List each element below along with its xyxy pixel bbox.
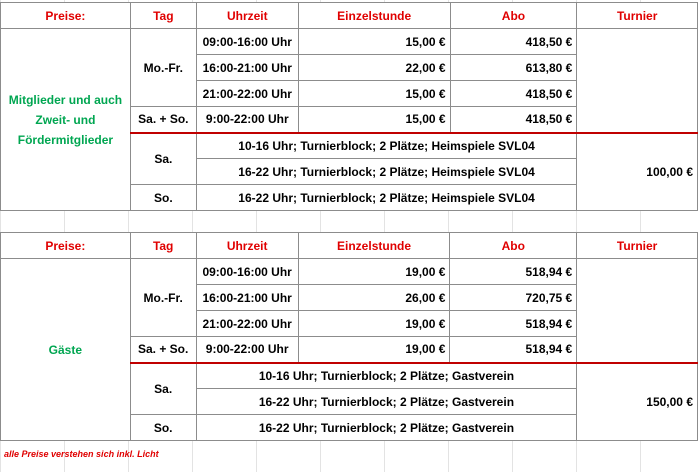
abo-price-cell: 418,50 € bbox=[450, 29, 577, 55]
day-label-sunday: So. bbox=[130, 185, 196, 211]
day-label-weekend: Sa. + So. bbox=[130, 337, 196, 363]
time-cell: 21:00-22:00 Uhr bbox=[196, 81, 298, 107]
tournament-block-cell: 10-16 Uhr; Turnierblock; 2 Plätze; Gastverein bbox=[196, 363, 577, 389]
members-header-row bbox=[1, 3, 698, 29]
single-price-cell: 19,00 € bbox=[298, 259, 450, 285]
footnote: alle Preise verstehen sich inkl. Licht bbox=[4, 449, 159, 459]
header-einzelstunde: Einzelstunde bbox=[298, 233, 450, 259]
table-row bbox=[1, 259, 698, 285]
day-label-weekend: Sa. + So. bbox=[130, 107, 196, 133]
day-label-saturday: Sa. bbox=[130, 363, 196, 415]
header-abo: Abo bbox=[450, 3, 577, 29]
day-label-saturday: Sa. bbox=[130, 133, 196, 185]
guests-header-row bbox=[1, 233, 698, 259]
single-price-cell: 22,00 € bbox=[298, 55, 450, 81]
single-price-cell: 19,00 € bbox=[298, 311, 450, 337]
header-tag: Tag bbox=[130, 233, 196, 259]
abo-price-cell: 418,50 € bbox=[450, 81, 577, 107]
abo-price-cell: 518,94 € bbox=[450, 259, 577, 285]
single-price-cell: 15,00 € bbox=[298, 29, 450, 55]
single-price-cell: 19,00 € bbox=[298, 337, 450, 363]
header-einzelstunde: Einzelstunde bbox=[298, 3, 450, 29]
abo-price-cell: 518,94 € bbox=[450, 337, 577, 363]
time-cell: 21:00-22:00 Uhr bbox=[196, 311, 298, 337]
header-uhrzeit: Uhrzeit bbox=[196, 3, 298, 29]
time-cell: 09:00-16:00 Uhr bbox=[196, 259, 298, 285]
single-price-cell: 15,00 € bbox=[298, 107, 450, 133]
day-label-sunday: So. bbox=[130, 415, 196, 441]
time-cell: 16:00-21:00 Uhr bbox=[196, 55, 298, 81]
tournament-block-cell: 16-22 Uhr; Turnierblock; 2 Plätze; Gastverein bbox=[196, 415, 577, 441]
tournament-block-cell: 16-22 Uhr; Turnierblock; 2 Plätze; Heimspiele SVL04 bbox=[196, 159, 577, 185]
header-tag: Tag bbox=[130, 3, 196, 29]
table-row bbox=[1, 29, 698, 55]
header-turnier: Turnier bbox=[577, 3, 698, 29]
time-cell: 09:00-16:00 Uhr bbox=[196, 29, 298, 55]
tournament-empty-cell bbox=[577, 259, 698, 363]
header-turnier: Turnier bbox=[577, 233, 698, 259]
header-abo: Abo bbox=[450, 233, 577, 259]
single-price-cell: 15,00 € bbox=[298, 81, 450, 107]
tournament-empty-cell bbox=[577, 29, 698, 133]
header-uhrzeit: Uhrzeit bbox=[196, 233, 298, 259]
group-label-members: Mitglieder und auch Zweit- und Fördermitglieder bbox=[1, 29, 131, 211]
tournament-block-cell: 16-22 Uhr; Turnierblock; 2 Plätze; Heimspiele SVL04 bbox=[196, 185, 577, 211]
tournament-price-cell: 100,00 € bbox=[577, 133, 698, 211]
abo-price-cell: 613,80 € bbox=[450, 55, 577, 81]
group-label-guests: Gäste bbox=[1, 259, 131, 441]
time-cell: 9:00-22:00 Uhr bbox=[196, 107, 298, 133]
abo-price-cell: 418,50 € bbox=[450, 107, 577, 133]
guests-price-table bbox=[0, 232, 698, 441]
tournament-block-cell: 16-22 Uhr; Turnierblock; 2 Plätze; Gastverein bbox=[196, 389, 577, 415]
day-label-weekdays: Mo.-Fr. bbox=[130, 259, 196, 337]
abo-price-cell: 720,75 € bbox=[450, 285, 577, 311]
members-price-table bbox=[0, 2, 698, 211]
day-label-weekdays: Mo.-Fr. bbox=[130, 29, 196, 107]
tournament-block-cell: 10-16 Uhr; Turnierblock; 2 Plätze; Heimspiele SVL04 bbox=[196, 133, 577, 159]
abo-price-cell: 518,94 € bbox=[450, 311, 577, 337]
time-cell: 9:00-22:00 Uhr bbox=[196, 337, 298, 363]
tournament-price-cell: 150,00 € bbox=[577, 363, 698, 441]
header-preise: Preise: bbox=[1, 3, 131, 29]
time-cell: 16:00-21:00 Uhr bbox=[196, 285, 298, 311]
header-preise: Preise: bbox=[1, 233, 131, 259]
single-price-cell: 26,00 € bbox=[298, 285, 450, 311]
